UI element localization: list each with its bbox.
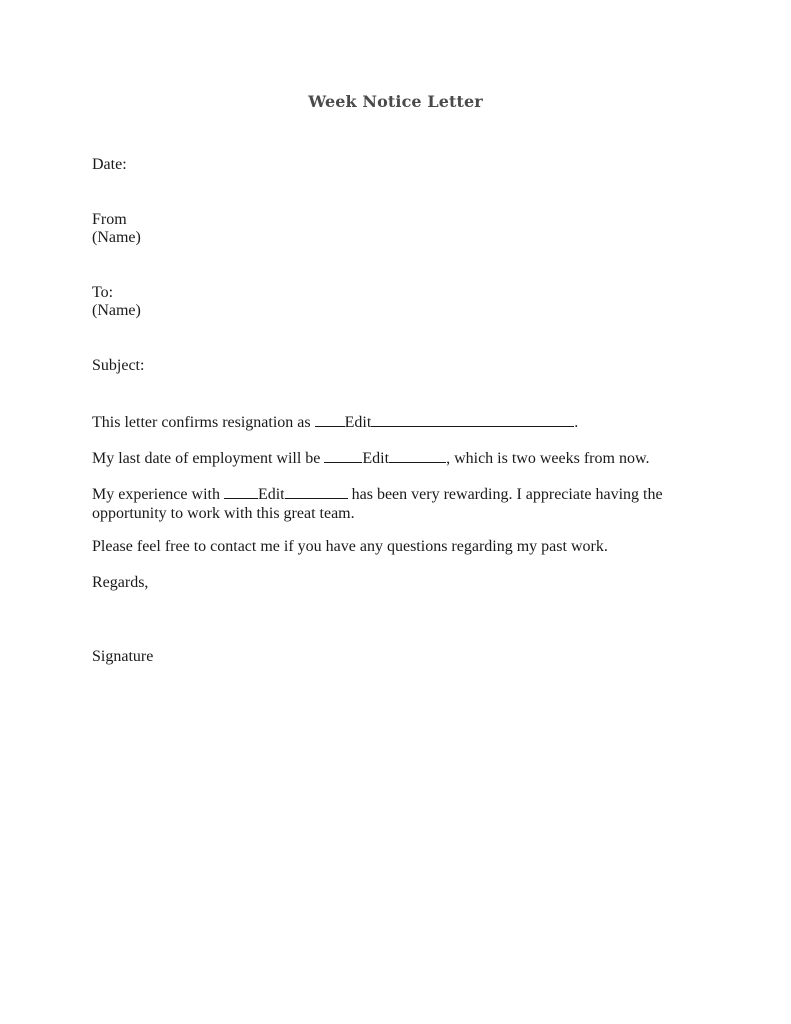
- letter-title: Week Notice Letter: [308, 92, 483, 111]
- fill-blank-tail: [389, 447, 446, 463]
- paragraph-contact: Please feel free to contact me if you have any questions regarding my past work.: [92, 538, 608, 555]
- fill-blank-tail: [371, 411, 574, 427]
- subject-label: Subject:: [92, 357, 145, 374]
- paragraph-experience-end: has been very rewarding. I appreciate having the opportunity to work with this great team.: [92, 486, 663, 522]
- from-label: From: [92, 211, 127, 228]
- paragraph-resignation: [92, 411, 578, 432]
- paragraph-resignation-text: This letter confirms resignation as: [92, 414, 315, 431]
- paragraph-last-date-end: , which is two weeks from now.: [446, 450, 650, 467]
- paragraph-experience-text: My experience with: [92, 486, 224, 503]
- paragraph-experience: [92, 483, 692, 523]
- company-edit-field[interactable]: Edit: [257, 486, 285, 503]
- fill-blank-tail: [285, 483, 348, 499]
- paragraph-last-date-text: My last date of employment will be: [92, 450, 325, 467]
- from-name: (Name): [92, 229, 141, 246]
- fill-blank-lead: [324, 447, 362, 463]
- to-label: To:: [92, 284, 114, 301]
- paragraph-resignation-end: .: [574, 414, 579, 431]
- signature: Signature: [92, 648, 154, 665]
- date-label: Date:: [92, 156, 127, 173]
- fill-blank-lead: [224, 483, 258, 499]
- position-edit-field[interactable]: Edit: [344, 414, 372, 431]
- fill-blank-lead: [315, 411, 345, 427]
- last-date-edit-field[interactable]: Edit: [362, 450, 390, 467]
- paragraph-last-date: [92, 447, 649, 468]
- to-name: (Name): [92, 302, 141, 319]
- closing: Regards,: [92, 574, 149, 591]
